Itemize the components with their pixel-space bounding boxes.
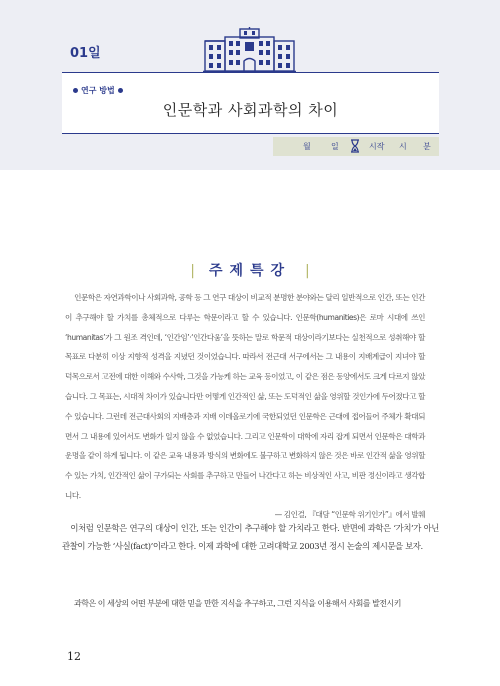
day-label: 01일 [70,46,101,61]
heading-divider-right: | [305,263,310,279]
dot-icon [118,88,123,93]
title-box [62,72,439,134]
hourglass-icon [350,139,360,153]
research-method-tag [70,85,126,96]
topic-heading [0,260,500,280]
research-tag-label: 연구 방법 [81,86,115,95]
day-field-label: 일 [331,142,339,151]
quote-text: 인문학은 자연과학이나 사회과학, 공학 등 그 연구 대상이 비교적 분명한 분야와는 달리 일반적으로 인간, 또는 인간이 추구해야 할 가치를 총체적으로 다루는 학문이라고 할 수 있습니다. 인문학(humanities)은 로마 시대에 쓰인 ‘humanitas’가 그 원조 격인데, ‘인간임’·‘인간다움’을 뜻하는 말로 학문적 대상이라기보다는 실천적으로 성취해야 할 목표로 다분히 이상 지향적 성격을 지녔던 것이었습니다. 따라서 전근대 서구에서는 그 내용이 지배계급이 지녀야 할 덕목으로서 고전에 대한 이해와 수사학, 그것을 가능케 하는 교육 등이었고, 이 같은 점은 동양에서도 크게 다르지 않았습니다. 그 목표는, 시대적 차이가 있습니다만 어떻게 인간적인 삶, 또는 도덕적인 삶을 영위할 것인가에 두어졌다고 할 수 있습니다. 그런데 전근대사회의 지배층과 지배 이데올로기에 국한되었던 인문학은 근대에 접어들어 주체가 확대되면서 그 내용에 있어서도 변화가 일지 않을 수 없었습니다. 그리고 인문학이 대학에 자리 잡게 되면서 인문학은 대학과 운명을 같이 하게 됩니다. 이 같은 교육 내용과 방식의 변화에도 불구하고 변화하지 않은 것은 바로 인간적 삶을 영위할 수 있는 가치, 인간적인 삶이 구가되는 사회를 추구하고 만들어 나간다고 하는 비상적인 사고, 비판 정신이라고 생각합니다. [65,293,425,500]
page-number: 12 [67,650,81,663]
topic-heading-text: 주제특강 [208,263,292,279]
start-label: 시작 [369,142,385,151]
body-paragraph-1: 이처럼 인문학은 연구의 대상이 인간, 또는 인간이 추구해야 할 가치라고 한다. 반면에 과학은 ‘가치’가 아닌 관찰이 가능한 ‘사실(fact)’이라고 한다. 이제 과학에 대한 고려대학교 2003년 정시 논술의 제시문을 보자. [62,523,439,551]
dot-icon [73,88,78,93]
quote-source: — 김인걸, 『대담 “인문학 위기인가”』에서 발췌 [274,509,425,519]
body-paragraph-2: 과학은 이 세상의 어떤 부분에 대한 믿을 만한 지식을 추구하고, 그런 지식을 이용해서 사회를 발전시키 [74,599,401,608]
minute-label: 분 [423,142,431,151]
university-building-icon [203,27,296,73]
month-label: 월 [303,142,311,151]
title-top-rule [62,72,439,73]
topic-quote [65,288,425,520]
study-log-bar [273,137,439,156]
hour-label: 시 [399,142,407,151]
heading-divider-left: | [190,263,195,279]
title-bottom-rule [62,133,439,134]
page-title: 인문학과 사회과학의 차이 [162,101,339,119]
